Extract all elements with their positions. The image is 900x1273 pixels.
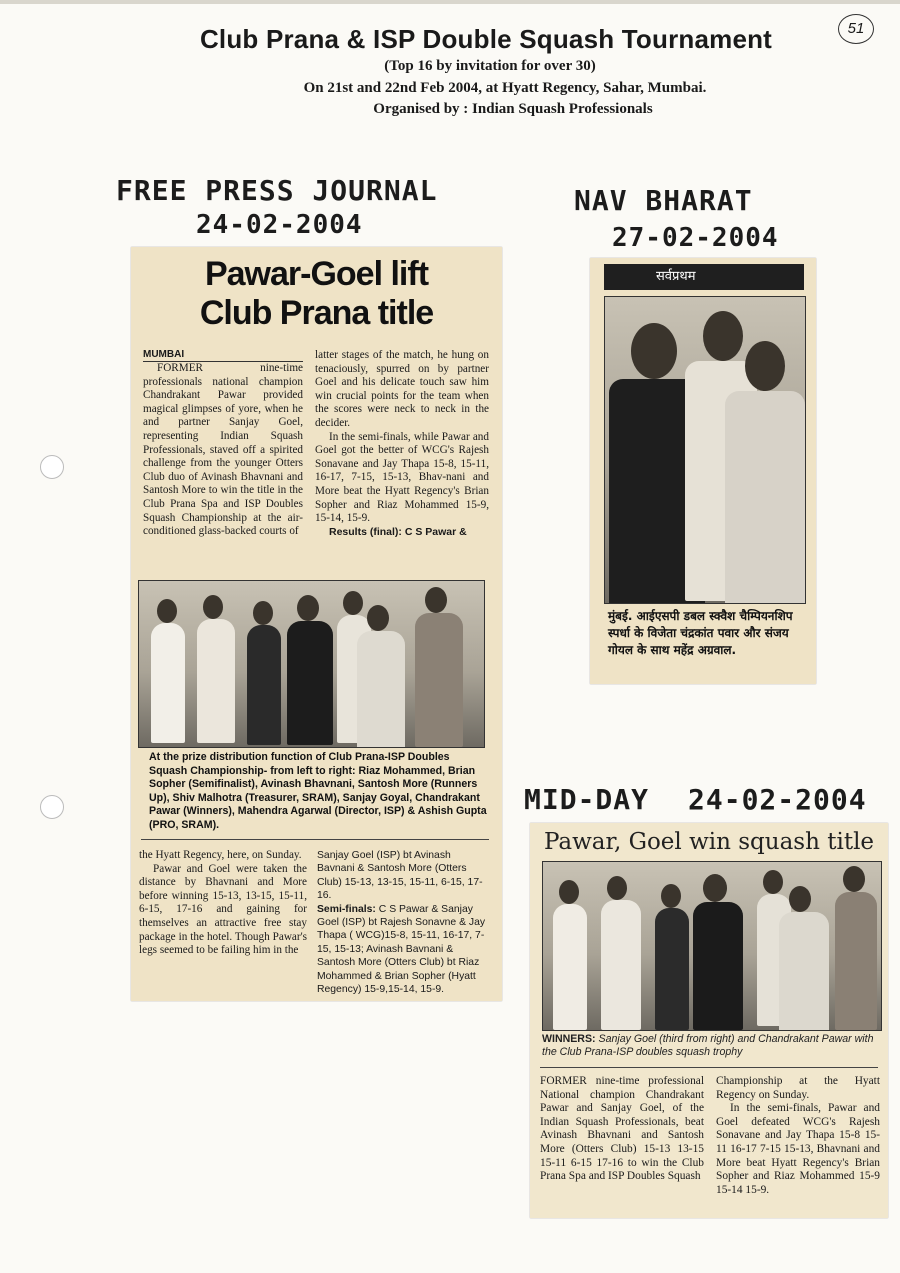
page-subtitle: (Top 16 by invitation for over 30): [384, 58, 596, 74]
nb-photo-caption: मुंबई. आईएसपी डबल स्क्वैश चैम्पियनशिप स्पर्धा के विजेता चंद्रकांत पवार और संजय गोयल के साथ महेंद्र अग्रवाल.: [608, 609, 793, 657]
md-paragraph: In the semi-finals, Pawar and Goel defeated WCG's Rajesh Sonavane and Jay Thapa 15-8 15-11 16-17 7-15 15-13, Bhavnani and More beat Hyatt Regency's Brian Sopher and Riaz Mohammed 15-9 15-14 15-9.: [716, 1102, 880, 1196]
md-paragraph: Championship at the Hyatt Regency on Sunday.: [716, 1075, 880, 1101]
md-clipping: [530, 823, 888, 1218]
fpj-semifinal-label: Semi-finals:: [317, 903, 376, 915]
top-edge: [0, 0, 900, 4]
md-photo: [542, 861, 882, 1031]
fpj-column-3: [139, 849, 307, 958]
nb-date-label: 27-02-2004: [612, 223, 779, 253]
event-organiser: Organised by : Indian Squash Professionals: [373, 101, 653, 117]
fpj-clipping: [131, 247, 502, 1001]
fpj-column-1: [143, 349, 303, 539]
fpj-prize-photo: [138, 580, 485, 748]
nb-source-label: NAV BHARAT: [574, 184, 753, 217]
fpj-paragraph: FORMER nine-time professionals national champion Chandrakant Pawar provided magical glimpses of yore, when he and partner Sanjay Goel, representing Indian Squash Professionals, staved off a spirited challenge from the younger Otters Club duo of Avinash Bhavnani and Santosh More to win the title in the Club Prana Spa and ISP Doubles Squash Championship at the air-conditioned glass-backed courts of: [143, 362, 303, 538]
fpj-headline: Pawar-Goel lift Club Prana title: [199, 255, 434, 332]
fpj-dateline: MUMBAI: [143, 349, 303, 362]
divider: [141, 839, 489, 840]
event-venue: On 21st and 22nd Feb 2004, at Hyatt Regency, Sahar, Mumbai.: [303, 80, 707, 96]
md-column-2: [716, 1075, 880, 1197]
fpj-results-heading: Results (final): C S Pawar &: [329, 525, 467, 538]
punch-hole: [40, 455, 64, 479]
fpj-paragraph: In the semi-finals, while Pawar and Goel got the better of WCG's Rajesh Sonavane and Jay Thapa 15-8, 15-11, 16-17, 7-15, 15-13, Bhav-nani and More beat the Hyatt Regency's Brian Sopher and Riaz Mohammed 15-9, 15-14, 15-9.: [315, 430, 489, 525]
punch-hole: [40, 795, 64, 819]
nb-photo: [604, 296, 806, 604]
md-headline: Pawar, Goel win squash title: [543, 829, 875, 855]
md-column-1: [540, 1075, 704, 1184]
fpj-paragraph: Pawar and Goel were taken the distance by Bhavnani and More before winning 15-13, 13-15, 15-11, 6-15, 17-16 and gaining for themselves an attractive free stay package in the hotel. Though Pawar's legs seemed to be failing him in the: [139, 862, 307, 957]
md-source-label: MID-DAY: [524, 783, 650, 816]
fpj-paragraph: latter stages of the match, he hung on tenaciously, spurred on by partner Goel and his delicate touch saw him win crucial points for the team when the scores were neck to neck in the decider.: [315, 349, 489, 429]
md-date-label: 24-02-2004: [688, 783, 867, 816]
fpj-paragraph: the Hyatt Regency, here, on Sunday.: [139, 849, 302, 861]
fpj-date-label: 24-02-2004: [196, 210, 363, 240]
nb-clipping: [590, 258, 816, 684]
page-title: Club Prana & ISP Double Squash Tournament: [199, 24, 773, 54]
md-caption-label: WINNERS:: [542, 1033, 596, 1045]
nb-section-band: सर्वप्रथम: [604, 264, 804, 290]
fpj-column-4: [317, 849, 489, 996]
fpj-results-semifinal: C S Pawar & Sanjay Goel (ISP) bt Rajesh Sonavne & Jay Thapa ( WCG)15-8, 15-11, 16-17, 7-15, 15-13; Avinash Bavnani & Santosh More (Otters Club) bt Riaz Mohammed & Brian Sopher (Hyatt Regency) 15-9,15-14, 15-9.: [317, 903, 486, 996]
divider: [540, 1067, 878, 1068]
md-photo-caption: [542, 1033, 876, 1059]
md-paragraph: FORMER nine-time professional National champion Chandrakant Pawar and Sanjay Goel, of the Indian Squash Professionals, beat Avinash Bhavnani and Santosh More (Otters Club) 15-13 13-15 15-11 6-15 17-16 to win the Club Prana Spa and ISP Doubles Squash: [540, 1075, 704, 1183]
page-number: 51: [838, 14, 874, 44]
md-caption-text: Sanjay Goel (third from right) and Chandrakant Pawar with the Club Prana-ISP doubles squash trophy: [542, 1033, 874, 1058]
fpj-source-label: FREE PRESS JOURNAL: [116, 174, 438, 207]
fpj-photo-caption: At the prize distribution function of Club Prana-ISP Doubles Squash Championship- from left to right: Riaz Mohammed, Brian Sopher (Semifinalist), Avinash Bhavnani, Santosh More (Runners Up), Shiv Malhotra (Treasurer, SRAM), Sanjay Goyal, Chandrakant Pawar (Winners), Mahendra Agarwal (Director, ISP) & Ashish Gupta (PRO, SRAM).: [149, 751, 487, 831]
fpj-results-final: Sanjay Goel (ISP) bt Avinash Bavnani & Santosh More (Otters Club) 15-13, 13-15, 15-11, 6-15, 17-16.: [317, 850, 483, 902]
fpj-column-2: [315, 349, 489, 538]
